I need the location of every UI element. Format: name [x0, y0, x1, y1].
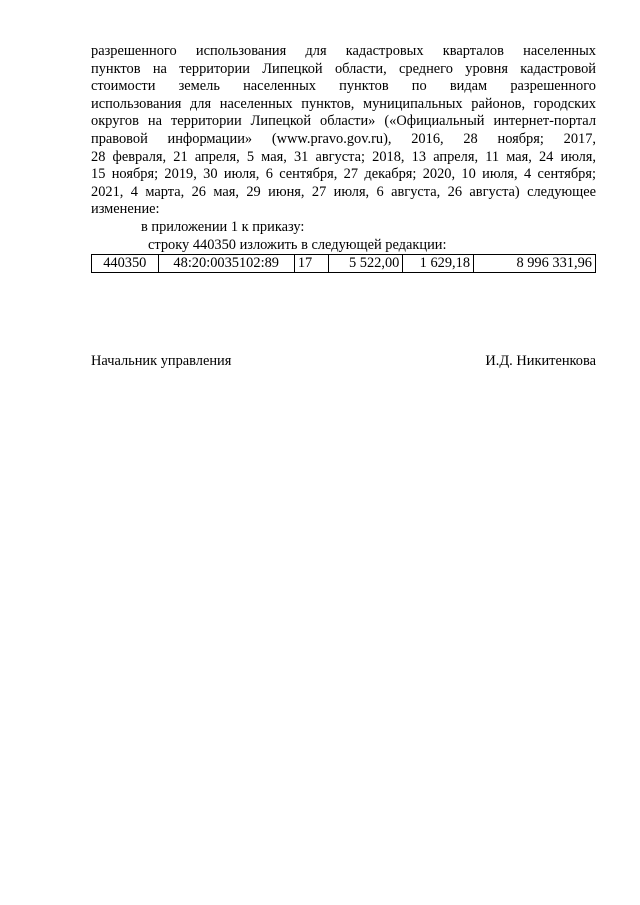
table-cell-usage-type: 17	[294, 255, 328, 273]
body-paragraph	[91, 43, 596, 219]
paragraph-line: разрешенного использования для кадастровых кварталов населенных	[91, 43, 596, 59]
signatory-name: И.Д. Никитенкова	[485, 353, 596, 369]
paragraph-line: 28 февраля, 21 апреля, 5 мая, 31 августа; 2018, 13 апреля, 11 мая, 24 июля,	[91, 148, 596, 165]
table-cell-cadastral-value: 8 996 331,96	[474, 255, 596, 273]
paragraph-line: пунктов на территории Липецкой области, среднего уровня кадастровой	[91, 60, 596, 77]
paragraph-line: изменение:	[91, 201, 160, 218]
paragraph-line: 2021, 4 марта, 26 мая, 29 июня, 27 июля, 6 августа, 26 августа) следующее	[91, 183, 596, 200]
instruction-row-edit: строку 440350 изложить в следующей редакции:	[148, 237, 447, 253]
paragraph-line: использования для населенных пунктов, муниципальных районов, городских	[91, 95, 596, 112]
table-cell-specific-value: 1 629,18	[403, 255, 474, 273]
paragraph-line: 15 ноября; 2019, 30 июля, 6 сентября, 27 декабря; 2020, 10 июля, 4 сентября;	[91, 166, 596, 183]
table-cell-code: 440350	[92, 255, 159, 273]
table-cell-cadastral-quarter: 48:20:0035102:89	[158, 255, 294, 273]
signatory-title: Начальник управления	[91, 353, 232, 369]
instruction-appendix: в приложении 1 к приказу:	[141, 219, 305, 235]
table-cell-area: 5 522,00	[328, 255, 403, 273]
paragraph-line: округов на территории Липецкой области» («Официальный интернет-портал	[91, 113, 596, 130]
table-row	[92, 255, 596, 273]
amended-row-table	[91, 254, 596, 273]
paragraph-line: правовой информации» (www.pravo.gov.ru), 2016, 28 ноября; 2017,	[91, 130, 596, 147]
paragraph-line: стоимости земель населенных пунктов по видам разрешенного	[91, 78, 596, 95]
